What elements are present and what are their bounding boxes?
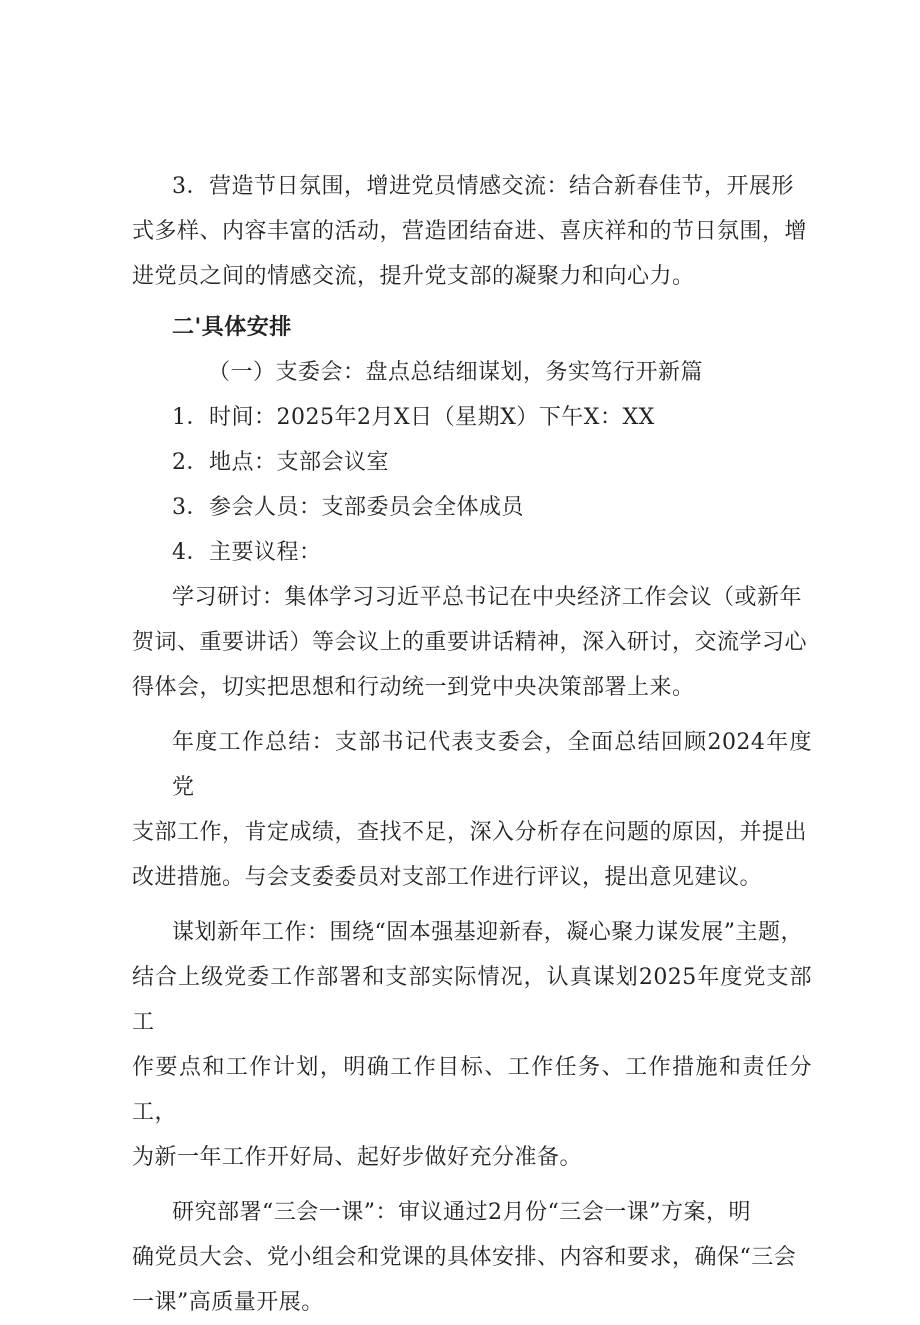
text-line: 确党员大会、党小组会和党课的具体安排、内容和要求，确保“三会	[132, 1245, 797, 1270]
text-line: 学习研讨：集体学习习近平总书记在中央经济工作会议（或新年	[172, 585, 803, 610]
text-line: 3．营造节日氛围，增进党员情感交流：结合新春佳节，开展形	[172, 174, 794, 199]
text-line: 支部工作，肯定成绩，查找不足，深入分析存在问题的原因，并提出	[132, 820, 808, 845]
text-line: 改进措施。与会支委委员对支部工作进行评议，提出意见建议。	[132, 865, 763, 890]
section-heading: 二'具体安排	[172, 315, 292, 340]
text-line: 得体会，切实把思想和行动统一到党中央决策部署上来。	[132, 675, 695, 700]
paragraph-sanhui	[132, 1190, 812, 1325]
text-line: 式多样、内容丰富的活动，营造团结奋进、喜庆祥和的节日氛围，增	[132, 219, 808, 244]
item-place: 2．地点：支部会议室	[172, 450, 389, 475]
text-line: 谋划新年工作：围绕“固本强基迎新春，凝心聚力谋发展”主题，	[172, 920, 803, 945]
text-line: 研究部署“三会一课”：审议通过2月份“三会一课”方案，明	[172, 1200, 751, 1225]
item-time: 1．时间：2025年2月X日（星期X）下午X：XX	[172, 405, 655, 430]
subsection-heading: （一）支委会：盘点总结细谋划，务实笃行开新篇	[208, 360, 704, 385]
paragraph-plan	[132, 910, 812, 1180]
text-line: 为新一年工作开好局、起好步做好充分准备。	[132, 1145, 583, 1170]
text-line: 进党员之间的情感交流，提升党支部的凝聚力和向心力。	[132, 264, 695, 289]
paragraph-item3	[132, 164, 812, 299]
document-page	[132, 164, 812, 1325]
text-line: 年度工作总结：支部书记代表支委会，全面总结回顾2024年度党	[172, 730, 812, 800]
item-attendees: 3．参会人员：支部委员会全体成员	[172, 495, 524, 520]
text-line: 作要点和工作计划，明确工作目标、工作任务、工作措施和责任分工，	[132, 1055, 812, 1125]
text-line: 一课”高质量开展。	[132, 1290, 324, 1315]
paragraph-study	[132, 575, 812, 710]
text-line: 结合上级党委工作部署和支部实际情况，认真谋划2025年度党支部工	[132, 965, 812, 1035]
item-agenda: 4．主要议程：	[172, 540, 322, 565]
text-line: 贺词、重要讲话）等会议上的重要讲话精神，深入研讨，交流学习心	[132, 630, 808, 655]
paragraph-summary	[132, 720, 812, 900]
